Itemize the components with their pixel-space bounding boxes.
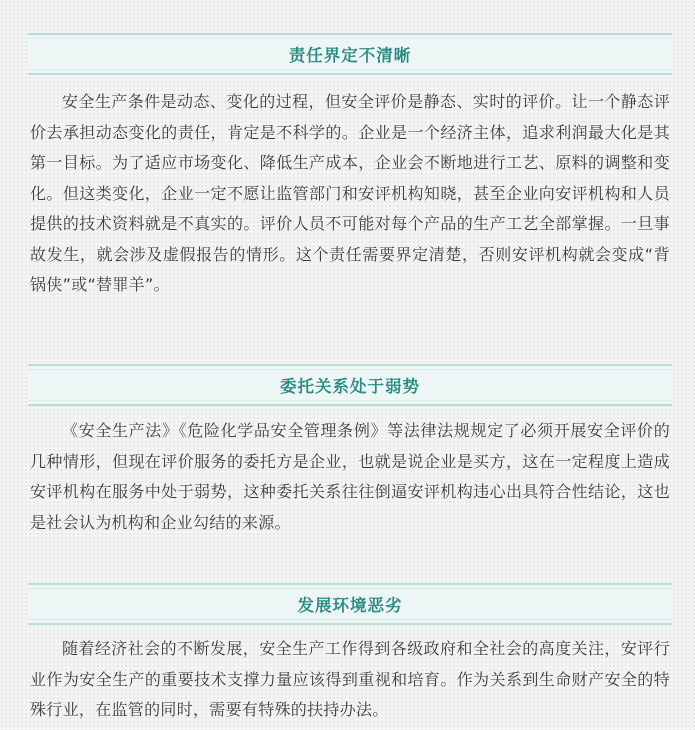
- section-title: 发展环境恶劣: [297, 596, 403, 615]
- section-paragraph-commission: 《安全生产法》《危险化学品安全管理条例》等法律法规规定了必须开展安全评价的几种情形，但现在评价服务的委托方是企业，也就是说企业是买方，这在一定程度上造成安评机构在服务中处于弱势，这种委托关系往往倒逼安评机构违心出具符合性结论，这也是社会认为机构和企业勾结的来源。: [30, 421, 670, 532]
- section-title: 责任界定不清晰: [288, 46, 412, 65]
- section-title: 委托关系处于弱势: [280, 377, 420, 396]
- section-heading-environment: [28, 583, 672, 625]
- section-paragraph-environment: 随着经济社会的不断发展，安全生产工作得到各级政府和全社会的高度关注，安评行业作为安全生产的重要技术支撑力量应该得到重视和培育。作为关系到生命财产安全的特殊行业，在监管的同时，需要有特殊的扶持办法。: [30, 639, 670, 719]
- section-paragraph-responsibility: 安全生产条件是动态、变化的过程，但安全评价是静态、实时的评价。让一个静态评价去承担动态变化的责任，肯定是不科学的。企业是一个经济主体，追求利润最大化是其第一目标。为了适应市场变化、降低生产成本，企业会不断地进行工艺、原料的调整和变化。但这类变化，企业一定不愿让监管部门和安评机构知晓，甚至企业向安评机构和人员提供的技术资料就是不真实的。评价人员不可能对每个产品的生产工艺全部掌握。一旦事故发生，就会涉及虚假报告的情形。这个责任需要界定清楚，否则安评机构就会变成“背锅侠”或“替罪羊”。: [30, 92, 670, 294]
- section-heading-commission: [28, 364, 672, 406]
- section-heading-responsibility: [28, 33, 672, 75]
